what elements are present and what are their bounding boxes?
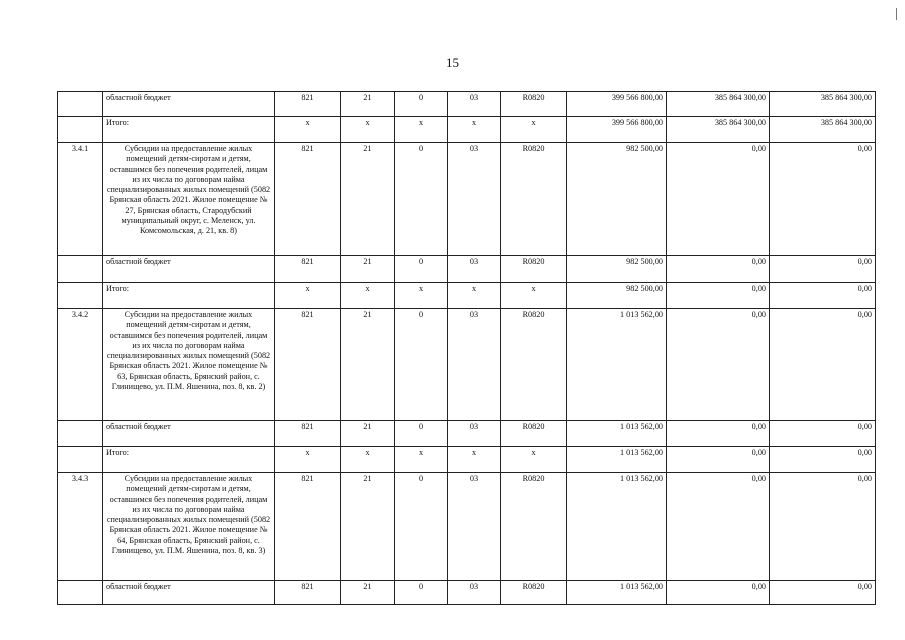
amount-year-1: 399 566 800,00 (567, 92, 667, 117)
code-rz: 21 (341, 581, 395, 605)
code-csr: R0820 (501, 256, 567, 283)
code-grbs: x (275, 447, 341, 473)
table-row (58, 309, 876, 421)
table-body (58, 92, 876, 605)
table-row (58, 143, 876, 256)
code-pr: 0 (395, 143, 448, 256)
amount-year-1: 982 500,00 (567, 256, 667, 283)
amount-year-3: 0,00 (770, 283, 876, 309)
row-description: Итого: (103, 117, 275, 143)
amount-year-2: 0,00 (667, 421, 770, 447)
code-csr: R0820 (501, 581, 567, 605)
row-description: Субсидии на предоставление жилых помещений детям-сиротам и детям, оставшимся без попечения родителей, лицам из их числа по договорам найма специализированных жилых помещений (5082 Брянская область 2021. Жилое помещение № 64, Брянская область, Брянский район, с. Глинищево, ул. П.М. Яшенина, поз. 8, кв. 3) (103, 473, 275, 581)
row-number (58, 117, 103, 143)
amount-year-3: 0,00 (770, 309, 876, 421)
amount-year-1: 1 013 562,00 (567, 309, 667, 421)
code-csr-part: 03 (448, 92, 501, 117)
row-description: областной бюджет (103, 256, 275, 283)
row-description: Итого: (103, 283, 275, 309)
code-csr: R0820 (501, 92, 567, 117)
code-grbs: 821 (275, 421, 341, 447)
code-pr: 0 (395, 473, 448, 581)
table-row (58, 473, 876, 581)
row-number (58, 283, 103, 309)
code-csr-part: x (448, 117, 501, 143)
code-grbs: 821 (275, 143, 341, 256)
row-description: областной бюджет (103, 421, 275, 447)
table-row (58, 256, 876, 283)
table-row (58, 283, 876, 309)
code-rz: 21 (341, 92, 395, 117)
row-description: Субсидии на предоставление жилых помещений детям-сиротам и детям, оставшимся без попечения родителей, лицам из их числа по договорам найма специализированных жилых помещений (5082 Брянская область 2021. Жилое помещение № 27, Брянская область, Стародубский муниципальный округ, с. Меленск, ул. Комсомольская, д. 21, кв. 8) (103, 143, 275, 256)
code-rz: x (341, 283, 395, 309)
row-number (58, 581, 103, 605)
amount-year-1: 1 013 562,00 (567, 581, 667, 605)
amount-year-2: 0,00 (667, 309, 770, 421)
amount-year-3: 0,00 (770, 421, 876, 447)
code-csr: x (501, 117, 567, 143)
row-description: областной бюджет (103, 581, 275, 605)
code-rz: x (341, 447, 395, 473)
row-number (58, 421, 103, 447)
amount-year-3: 0,00 (770, 473, 876, 581)
code-csr: R0820 (501, 143, 567, 256)
amount-year-1: 399 566 800,00 (567, 117, 667, 143)
code-csr: x (501, 283, 567, 309)
row-number (58, 256, 103, 283)
code-csr-part: 03 (448, 143, 501, 256)
page-number: 15 (446, 55, 459, 70)
code-csr: x (501, 447, 567, 473)
code-grbs: 821 (275, 256, 341, 283)
amount-year-2: 385 864 300,00 (667, 92, 770, 117)
row-number: 3.4.3 (58, 473, 103, 581)
row-number (58, 447, 103, 473)
code-csr-part: 03 (448, 309, 501, 421)
amount-year-3: 0,00 (770, 581, 876, 605)
table-row (58, 581, 876, 605)
code-csr-part: 03 (448, 256, 501, 283)
row-number: 3.4.1 (58, 143, 103, 256)
amount-year-2: 0,00 (667, 473, 770, 581)
code-pr: x (395, 447, 448, 473)
code-pr: 0 (395, 309, 448, 421)
amount-year-1: 982 500,00 (567, 143, 667, 256)
amount-year-3: 385 864 300,00 (770, 92, 876, 117)
table-row (58, 117, 876, 143)
row-description: Итого: (103, 447, 275, 473)
table-row (58, 447, 876, 473)
amount-year-3: 0,00 (770, 447, 876, 473)
row-description: Субсидии на предоставление жилых помещений детям-сиротам и детям, оставшимся без попечения родителей, лицам из их числа по договорам найма специализированных жилых помещений (5082 Брянская область 2021. Жилое помещение № 63, Брянская область, Брянский район, с. Глинищево, ул. П.М. Яшенина, поз. 8, кв. 2) (103, 309, 275, 421)
code-pr: 0 (395, 421, 448, 447)
code-pr: 0 (395, 256, 448, 283)
budget-table (57, 91, 876, 605)
code-csr: R0820 (501, 309, 567, 421)
amount-year-1: 1 013 562,00 (567, 447, 667, 473)
code-csr-part: x (448, 447, 501, 473)
code-pr: 0 (395, 92, 448, 117)
code-rz: 21 (341, 309, 395, 421)
table-row (58, 92, 876, 117)
code-rz: 21 (341, 473, 395, 581)
code-grbs: 821 (275, 92, 341, 117)
code-grbs: x (275, 117, 341, 143)
code-csr-part: 03 (448, 581, 501, 605)
amount-year-3: 0,00 (770, 143, 876, 256)
table-row (58, 421, 876, 447)
amount-year-3: 385 864 300,00 (770, 117, 876, 143)
code-grbs: x (275, 283, 341, 309)
code-csr: R0820 (501, 473, 567, 581)
amount-year-1: 1 013 562,00 (567, 421, 667, 447)
row-description: областной бюджет (103, 92, 275, 117)
code-pr: x (395, 117, 448, 143)
amount-year-3: 0,00 (770, 256, 876, 283)
row-number (58, 92, 103, 117)
code-grbs: 821 (275, 309, 341, 421)
code-grbs: 821 (275, 473, 341, 581)
code-grbs: 821 (275, 581, 341, 605)
code-rz: 21 (341, 421, 395, 447)
amount-year-2: 385 864 300,00 (667, 117, 770, 143)
code-rz: 21 (341, 256, 395, 283)
code-csr-part: 03 (448, 421, 501, 447)
scan-artifact (896, 8, 897, 20)
amount-year-1: 1 013 562,00 (567, 473, 667, 581)
amount-year-2: 0,00 (667, 143, 770, 256)
code-csr: R0820 (501, 421, 567, 447)
code-pr: x (395, 283, 448, 309)
row-number: 3.4.2 (58, 309, 103, 421)
code-csr-part: x (448, 283, 501, 309)
code-rz: 21 (341, 143, 395, 256)
amount-year-2: 0,00 (667, 581, 770, 605)
code-pr: 0 (395, 581, 448, 605)
code-csr-part: 03 (448, 473, 501, 581)
amount-year-2: 0,00 (667, 283, 770, 309)
amount-year-1: 982 500,00 (567, 283, 667, 309)
code-rz: x (341, 117, 395, 143)
amount-year-2: 0,00 (667, 447, 770, 473)
amount-year-2: 0,00 (667, 256, 770, 283)
